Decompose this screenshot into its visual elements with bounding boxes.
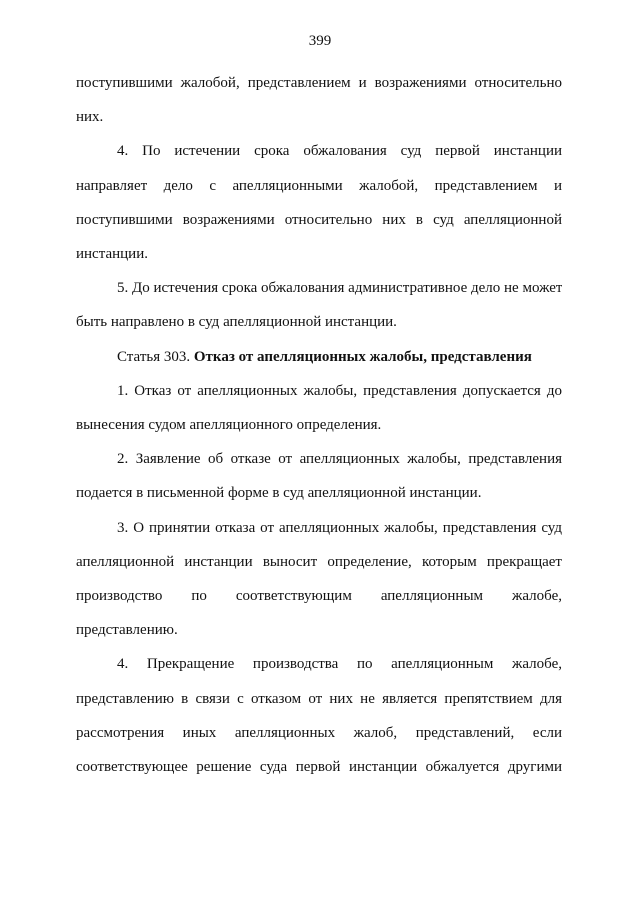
text-line: 1. Отказ от апелляционных жалобы, представления допускается до (117, 382, 562, 399)
article-number: Статья 303. (117, 348, 191, 365)
paragraph-continuation (76, 66, 562, 134)
article-303-part-1 (76, 374, 562, 442)
text-line: поступившими жалобой, представлением и возражениями относительно (76, 75, 562, 91)
text-line: рассмотрения иных апелляционных жалоб, представлений, если (76, 724, 562, 741)
text-line: производство по соответствующим апелляционным жалобе, (76, 588, 562, 605)
text-line: поступившими возражениями относительно них в суд апелляционной (76, 211, 562, 228)
text-line: соответствующее решение суда первой инстанции обжалуется другими (76, 759, 562, 776)
text-line: них. (76, 109, 104, 126)
article-heading (76, 340, 562, 374)
text-line: инстанции. (76, 246, 148, 263)
text-line: вынесения судом апелляционного определения. (76, 417, 382, 434)
paragraph-5 (76, 271, 562, 339)
text-line: быть направлено в суд апелляционной инстанции. (76, 314, 397, 331)
text-line: апелляционной инстанции выносит определение, которым прекращает (76, 553, 562, 570)
article-title: Отказ от апелляционных жалобы, представления (193, 348, 532, 365)
text-line: представлению. (76, 622, 178, 639)
text-line: направляет дело с апелляционными жалобой, представлением и (76, 177, 562, 194)
text-line: представлению в связи с отказом от них не является препятствием для (76, 690, 562, 707)
document-body (76, 66, 562, 784)
page-number: 399 (308, 33, 332, 49)
text-line: подается в письменной форме в суд апелляционной инстанции. (76, 485, 482, 502)
text-line: 5. До истечения срока обжалования административное дело не может (117, 280, 562, 297)
article-303-part-2 (76, 442, 562, 510)
article-303-part-4 (76, 647, 562, 784)
text-line: 4. Прекращение производства по апелляционным жалобе, (117, 656, 562, 673)
text-line: 2. Заявление об отказе от апелляционных жалобы, представления (117, 451, 562, 468)
text-line: 4. По истечении срока обжалования суд первой инстанции (117, 143, 562, 160)
paragraph-4 (76, 134, 562, 271)
article-303-part-3 (76, 511, 562, 648)
text-line: 3. О принятии отказа от апелляционных жалобы, представления суд (117, 519, 562, 536)
